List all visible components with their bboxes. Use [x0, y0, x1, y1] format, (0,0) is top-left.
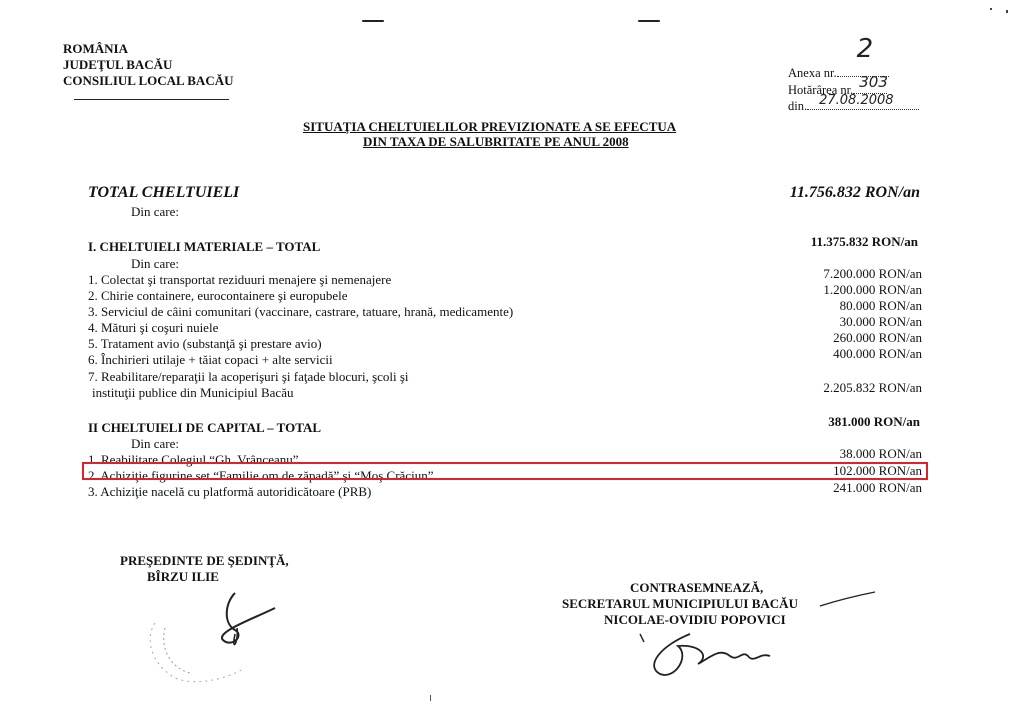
section1-title: I. CHELTUIELI MATERIALE – TOTAL [88, 239, 321, 254]
header-divider [74, 99, 229, 100]
annex-hotararea-value: 303 [859, 73, 888, 91]
list-item: 3. Achiziţie nacelă cu platformă autoridicătoare (PRB) [88, 484, 372, 499]
signature-right-scribble [620, 586, 880, 696]
section2-title: II CHELTUIELI DE CAPITAL – TOTAL [88, 420, 321, 435]
signature-right-name: NICOLAE-OVIDIU POPOVICI [604, 612, 786, 627]
total-label: TOTAL CHELTUIELI [88, 184, 240, 201]
total-value: 11.756.832 RON/an [789, 184, 920, 201]
list-item: 6. Închirieri utilaje + tăiat copaci + alte servicii [88, 352, 333, 367]
section2-total: 381.000 RON/an [828, 414, 920, 429]
list-item-continuation: instituţii publice din Municipiul Bacău [92, 385, 294, 400]
list-item: 4. Mături şi coşuri nuiele [88, 320, 219, 335]
section1-din-care: Din care: [131, 256, 180, 271]
annex-hotararea-label: Hotărârea nr. [788, 83, 854, 97]
list-item: 7. Reabilitare/reparaţii la acoperişuri şi faţade blocuri, şcoli şi [88, 369, 409, 384]
header-country: ROMÂNIA [63, 41, 128, 56]
signature-right-role: SECRETARUL MUNICIPIULUI BACĂU [562, 596, 798, 611]
total-din-care: Din care: [131, 204, 180, 219]
item-value: 2.205.832 RON/an [823, 380, 922, 395]
document-title-line1: SITUAŢIA CHELTUIELILOR PREVIZIONATE A SE EFECTUA [303, 119, 677, 134]
item-value: 1.200.000 RON/an [823, 282, 922, 297]
list-item: 2. Chirie containere, eurocontainere şi europubele [88, 288, 348, 303]
annex-nr-value: 2 [856, 34, 874, 64]
item-value-highlighted: 102.000 RON/an [833, 463, 922, 478]
scan-speck [430, 695, 431, 701]
annex-date-label: din. [788, 99, 808, 113]
list-item: 5. Tratament avio (substanţă şi prestare avio) [88, 336, 322, 351]
list-item: 3. Serviciul de câini comunitari (vaccinare, castrare, tatuare, hrană, medicamente) [88, 304, 514, 319]
signature-left-title: PREŞEDINTE DE ŞEDINŢĂ, [120, 553, 289, 568]
annex-nr-label: Anexa nr. [788, 66, 837, 80]
item-value: 38.000 RON/an [839, 446, 922, 461]
header-council: CONSILIUL LOCAL BACĂU [63, 73, 234, 88]
annex-date-value: 27.08.2008 [819, 93, 894, 108]
signature-left-scribble [135, 568, 285, 688]
item-value: 7.200.000 RON/an [823, 266, 922, 281]
scan-speck [990, 8, 992, 10]
item-value: 30.000 RON/an [839, 314, 922, 329]
document-title-line2: DIN TAXA DE SALUBRITATE PE ANUL 2008 [363, 134, 629, 149]
annex-date [788, 93, 919, 114]
scan-mark [362, 20, 384, 22]
section2-din-care: Din care: [131, 436, 180, 451]
list-item: 1. Reabilitare Colegiul “Gh. Vrânceanu” [88, 452, 299, 467]
section1-total: 11.375.832 RON/an [810, 234, 918, 249]
item-value: 260.000 RON/an [833, 330, 922, 345]
header-county: JUDEŢUL BACĂU [63, 57, 173, 72]
scan-mark [638, 20, 660, 22]
item-value: 400.000 RON/an [833, 346, 922, 361]
item-value: 241.000 RON/an [833, 480, 922, 495]
list-item-highlighted: 2. Achiziţie figurine set “Familie om de zăpadă” şi “Moş Crăciun” [88, 468, 434, 483]
item-value: 80.000 RON/an [839, 298, 922, 313]
scan-speck [1006, 10, 1008, 13]
list-item: 1. Colectat şi transportat reziduuri menajere şi nemenajere [88, 272, 392, 287]
signature-right-title: CONTRASEMNEAZĂ, [630, 580, 764, 595]
highlight-box [82, 462, 928, 480]
signature-left-name: BÎRZU ILIE [147, 569, 219, 584]
